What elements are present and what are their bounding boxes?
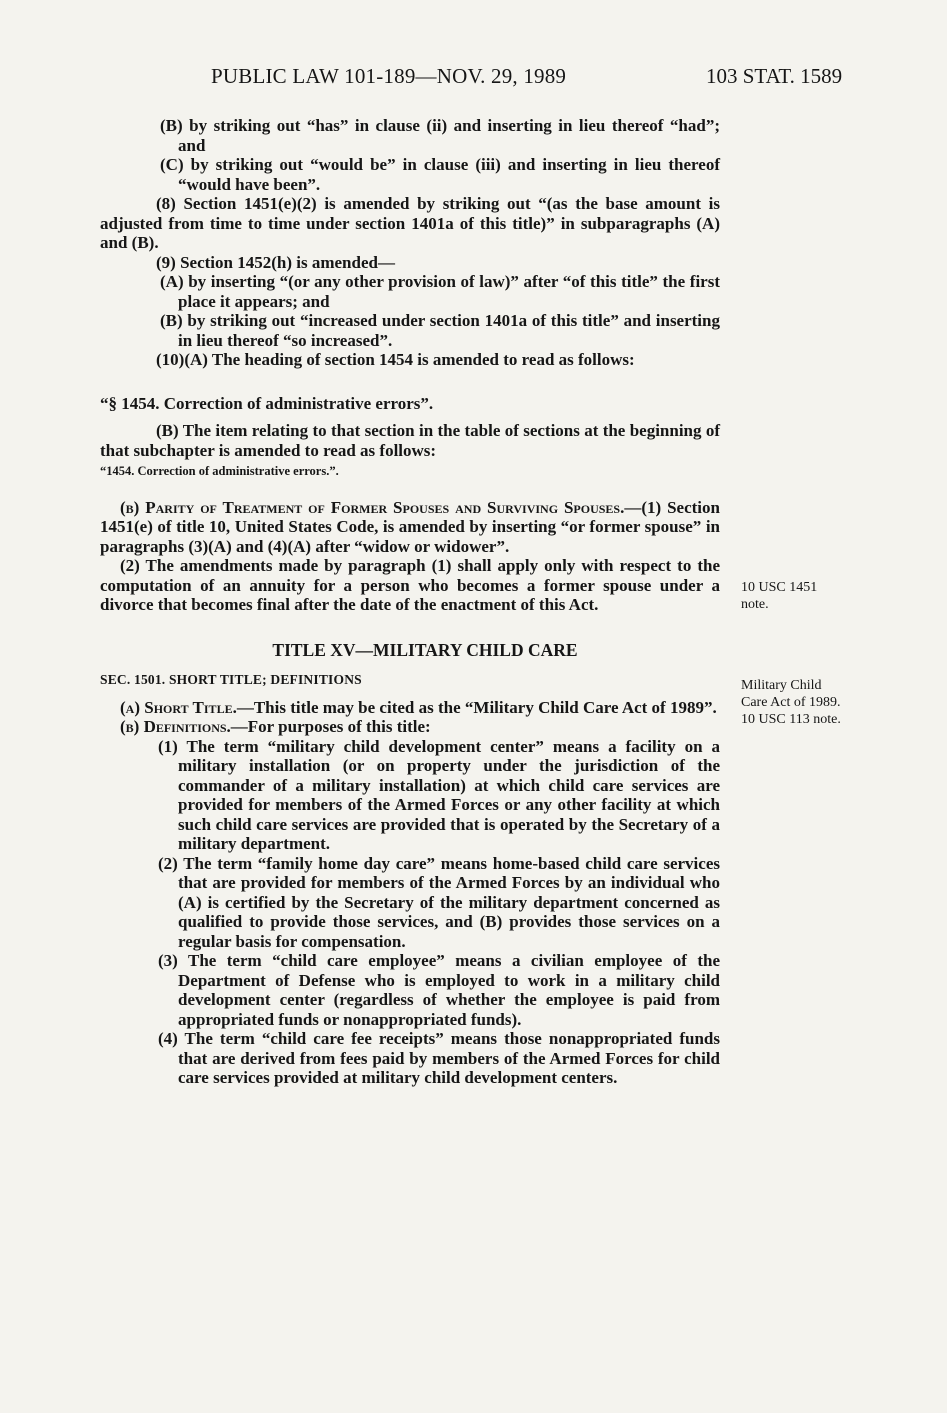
paragraph-a-short-title [100, 698, 720, 718]
short-title-text: —This title may be cited as the “Military Child Care Act of 1989”. [236, 697, 717, 717]
paragraph-b-striking-has: (B) by striking out “has” in clause (ii) and inserting in lieu thereof “had”; and [160, 116, 720, 155]
margin-note-military-child-care-act [741, 677, 841, 728]
margin-note-line: note. [741, 597, 769, 612]
parity-subsection-text: —(1) Section 1451(e) of title 10, United States Code, is amended by inserting “or former spouse” in paragraphs (3)(A) and (4)(A) after “widow or widower”. [100, 497, 720, 556]
margin-note-line: 10 USC 113 note. [741, 712, 841, 727]
margin-note-10-usc-1451 [741, 579, 817, 613]
table-of-sections-item: “1454. Correction of administrative errors.”. [100, 464, 339, 478]
paragraph-10b: (B) The item relating to that section in the table of sections at the beginning of that subchapter is amended to read as follows: [100, 421, 720, 460]
paragraph-9b: (B) by striking out “increased under section 1401a of this title” and inserting in lieu thereof “so increased”. [160, 311, 720, 350]
margin-note-line: Care Act of 1989. [741, 695, 841, 710]
section-1454-heading: “§ 1454. Correction of administrative errors”. [100, 393, 434, 413]
paragraph-b-parity [100, 498, 720, 557]
margin-note-line: Military Child [741, 678, 822, 693]
paragraph-9: (9) Section 1452(h) is amended— [156, 252, 395, 272]
paragraph-9a: (A) by inserting “(or any other provision of law)” after “of this title” the first place it appears; and [160, 272, 720, 311]
definition-2: (2) The term “family home day care” means home-based child care services that are provided for members of the Armed Forces by an individual who (A) is certified by the Secretary of the military department concerned as qualified to provide those services, and (B) provides those services on a regular basis for compensation. [158, 853, 720, 951]
paragraph-2-amendments-apply: (2) The amendments made by paragraph (1) shall apply only with respect to the computation of an annuity for a person who becomes a former spouse under a divorce that becomes final after the date of the enactment of this Act. [100, 556, 720, 614]
definitions-heading: (b) Definitions. [120, 717, 231, 736]
paragraph-b-definitions [100, 717, 720, 737]
definition-3: (3) The term “child care employee” means a civilian employee of the Department of Defense who is employed to work in a military child development center (regardless of whether the employee is paid from appropriated funds or nonappropriated funds). [158, 951, 720, 1029]
running-header-stat: 103 STAT. 1589 [706, 64, 843, 88]
paragraph-10a: (10)(A) The heading of section 1454 is amended to read as follows: [156, 350, 635, 369]
margin-note-line: 10 USC 1451 [741, 580, 818, 595]
definition-1: (1) The term “military child development center” means a facility on a military installation (or on property under the jurisdiction of the commander of a military installation) at which child care services are provided for members of the Armed Forces or any other facility at which such child care services are provided that is operated by the Secretary of a military department. [158, 736, 720, 853]
page-body [100, 116, 720, 1088]
section-1501-heading: SEC. 1501. SHORT TITLE; DEFINITIONS [100, 672, 362, 687]
paragraph-c-striking-would-be: (C) by striking out “would be” in clause (iii) and inserting in lieu thereof “would have been”. [160, 155, 720, 194]
short-title-heading: (a) Short Title. [120, 697, 237, 717]
paragraph-8: (8) Section 1451(e)(2) is amended by striking out “(as the base amount is adjusted from time to time under section 1401a of this title)” in subparagraphs (A) and (B). [100, 194, 720, 252]
definitions-text: —For purposes of this title: [230, 717, 431, 736]
parity-subsection-heading: (b) Parity of Treatment of Former Spouses and Surviving Spouses. [120, 497, 625, 517]
title-xv-heading: TITLE XV—MILITARY CHILD CARE [272, 639, 578, 660]
running-header-law: PUBLIC LAW 101-189—NOV. 29, 1989 [211, 64, 567, 88]
definition-4: (4) The term “child care fee receipts” means those nonappropriated funds that are derived from fees paid by members of the Armed Forces for child care services provided at military child development centers. [158, 1029, 720, 1087]
